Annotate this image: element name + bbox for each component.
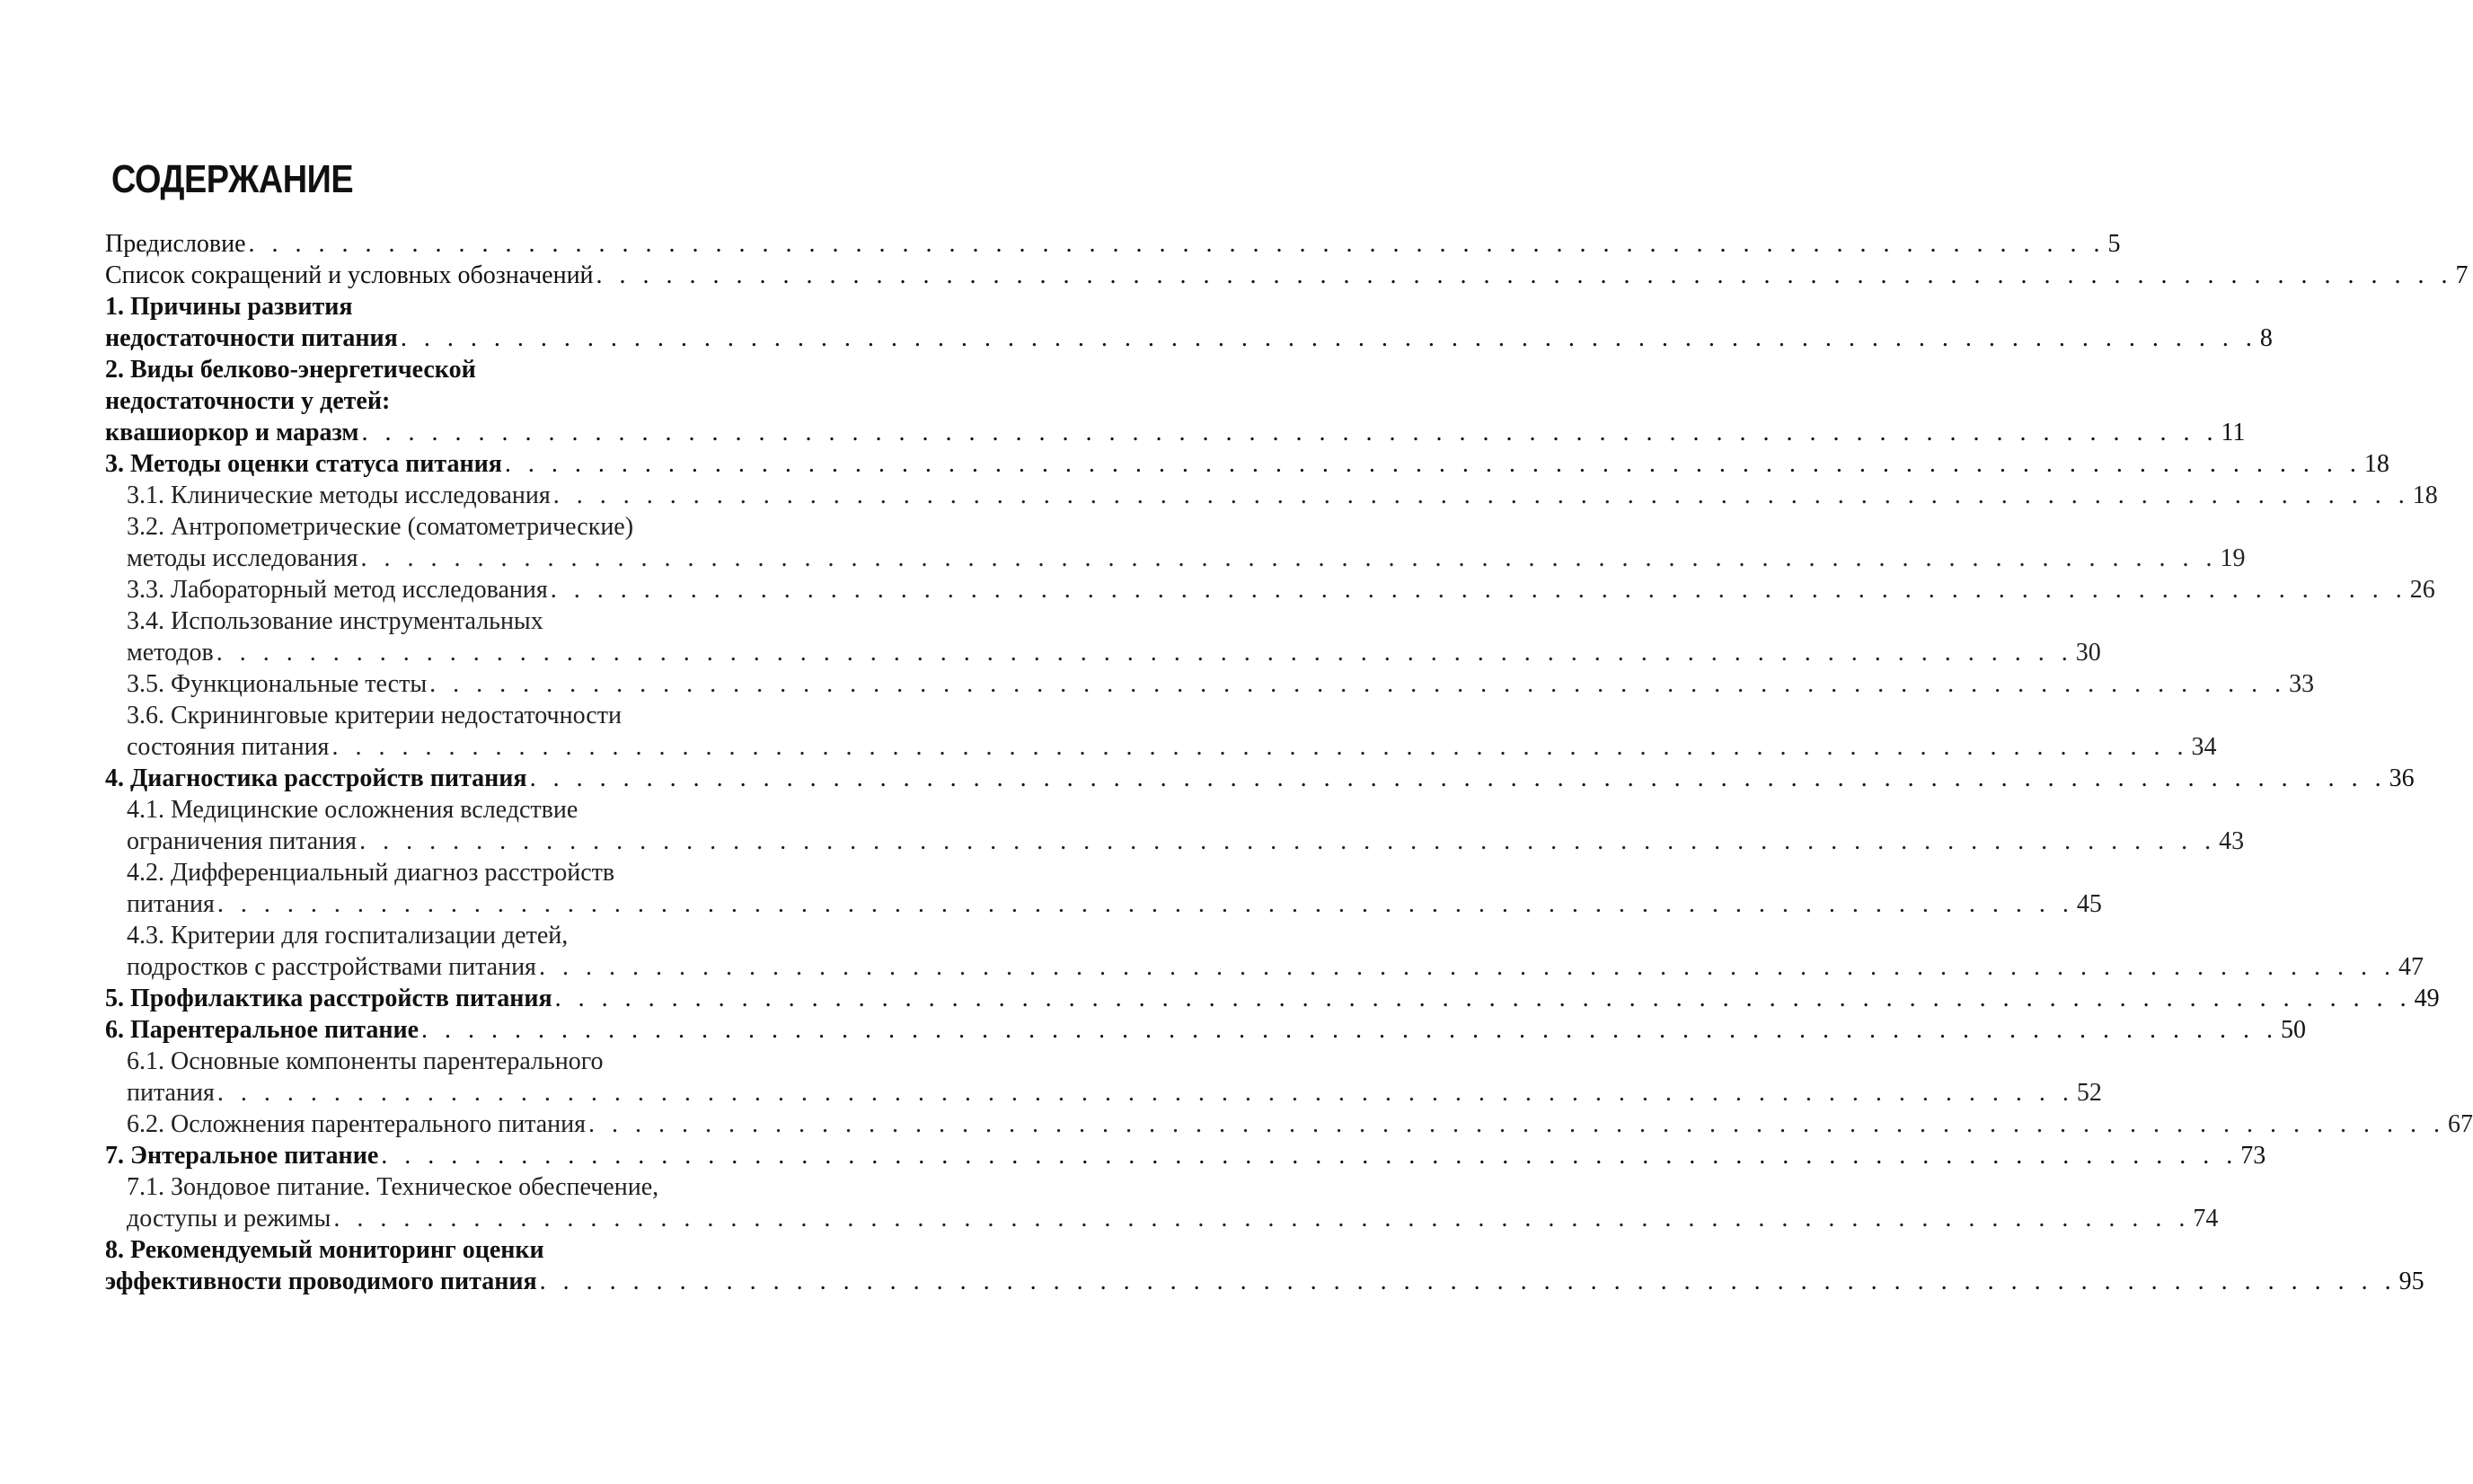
toc-entry-title: 6.2. Осложнения парентерального питания	[127, 1110, 587, 1138]
dot-leader: . . . . . . . . . . . . . . . . . . . . . . . . . . . . . . . . . . . . . . . . . . . . . . . . . . . . . . . . . . . . . . . . . . . . . . . . . . . . . . . .	[596, 261, 2453, 289]
toc-entry-line	[127, 1171, 735, 1204]
toc-entry-line	[105, 448, 2389, 481]
toc-entry-line	[105, 1140, 2266, 1172]
toc-entry-line	[105, 228, 2121, 261]
dot-leader: . . . . . . . . . . . . . . . . . . . . . . . . . . . . . . . . . . . . . . . . . . . . . . . . . . . . . . . . . . . . . . . . . . . . . . . . . . . . . . . .	[381, 1142, 2239, 1170]
toc-entry-title: 7. Энтеральное питание	[105, 1142, 379, 1170]
toc-entry-title: эффективности проводимого питания	[105, 1268, 537, 1295]
dot-leader: . . . . . . . . . . . . . . . . . . . . . . . . . . . . . . . . . . . . . . . . . . . . . . . . . . . . . . . . . . . . . . . . . . . . . . . . . . . . . . . .	[421, 1016, 2279, 1044]
dot-leader: . . . . . . . . . . . . . . . . . . . . . . . . . . . . . . . . . . . . . . . . . . . . . . . . . . . . . . . . . . . . . . . . . . . . . . . . . . . . . . . .	[552, 481, 2410, 509]
dot-leader: . . . . . . . . . . . . . . . . . . . . . . . . . . . . . . . . . . . . . . . . . . . . . . . . . . . . . . . . . . . . . . . . . . . . . . . . . . . . . . . .	[359, 827, 2217, 855]
toc-entry-line	[105, 1266, 2424, 1298]
toc-entry-line	[105, 260, 2469, 292]
toc-entry-title: подростков с расстройствами питания	[127, 953, 536, 981]
dot-leader: . . . . . . . . . . . . . . . . . . . . . . . . . . . . . . . . . . . . . . . . . . . . . . . . . . . . . . . . . . . . . . . . . . . . . . . . . . . . . . . .	[216, 639, 2073, 667]
toc-page-number: 8	[2259, 324, 2273, 352]
toc-entry-line	[127, 951, 2424, 984]
toc-page-number: 67	[2448, 1110, 2473, 1138]
toc-page-number: 34	[2191, 733, 2217, 761]
toc-entry-line	[105, 417, 2246, 449]
toc-entry-title: 4.1. Медицинские осложнения вследствие	[127, 796, 579, 824]
dot-leader: . . . . . . . . . . . . . . . . . . . . . . . . . . . . . . . . . . . . . . . . . . . . . . . . . . . . . . . . . . . . . . . . . . . . . . . . . . . . . . . .	[588, 1110, 2446, 1138]
toc-entry-title: 3.5. Функциональные тесты	[127, 670, 428, 698]
toc-entry-title: недостаточности у детей:	[105, 387, 391, 415]
toc-page-number: 49	[2414, 985, 2440, 1012]
toc-entry-line	[127, 574, 2435, 606]
toc-entry-title: 3. Методы оценки статуса питания	[105, 450, 502, 478]
toc-entry-line	[127, 857, 735, 889]
toc-entry-title: ограничения питания	[127, 827, 358, 855]
toc-entry-title: методы исследования	[127, 544, 358, 572]
dot-leader: . . . . . . . . . . . . . . . . . . . . . . . . . . . . . . . . . . . . . . . . . . . . . . . . . . . . . . . . . . . . . . . . . . . . . . . . . . . . . . . .	[538, 953, 2396, 981]
toc-entry-line	[127, 700, 735, 732]
toc-entry-title: 3.4. Использование инструментальных	[127, 607, 543, 635]
toc-entry-line	[127, 637, 2101, 669]
toc-entry-line	[127, 668, 2315, 701]
toc-entry-line	[127, 731, 2217, 764]
toc-entry-line	[105, 385, 735, 418]
toc-entry-title: Предисловие	[105, 230, 246, 258]
toc-entry-title: питания	[127, 890, 215, 918]
dot-leader: . . . . . . . . . . . . . . . . . . . . . . . . . . . . . . . . . . . . . . . . . . . . . . . . . . . . . . . . . . . . . . . . . . . . . . . . . . . . . . . .	[361, 419, 2219, 446]
dot-leader: . . . . . . . . . . . . . . . . . . . . . . . . . . . . . . . . . . . . . . . . . . . . . . . . . . . . . . . . . . . . . . . . . . . . . . . . . . . . . . . .	[554, 985, 2412, 1012]
toc-entry-line	[127, 826, 2245, 858]
dot-leader: . . . . . . . . . . . . . . . . . . . . . . . . . . . . . . . . . . . . . . . . . . . . . . . . . . . . . . . . . . . . . . . . . . . . . . . . . . . . . . . .	[400, 324, 2257, 352]
toc-entry-line	[127, 605, 735, 638]
toc-entry-line	[105, 1014, 2307, 1047]
dot-leader: . . . . . . . . . . . . . . . . . . . . . . . . . . . . . . . . . . . . . . . . . . . . . . . . . . . . . . . . . . . . . . . . . . . . . . . . . . . . . . . .	[550, 576, 2407, 604]
page-title: СОДЕРЖАНИЕ	[111, 157, 354, 201]
toc-entry-line	[105, 1234, 735, 1267]
toc-entry-title: 4.3. Критерии для госпитализации детей,	[127, 922, 569, 950]
toc-page-number: 74	[2193, 1205, 2219, 1232]
toc-entry-title: 3.6. Скрининговые критерии недостаточности	[127, 702, 622, 729]
toc-entry-line	[127, 480, 2438, 512]
toc-entry-line	[127, 1046, 735, 1078]
toc-page-number: 52	[2076, 1079, 2102, 1107]
toc-page-number: 30	[2075, 639, 2101, 667]
toc-entry-title: 3.2. Антропометрические (соматометрические)	[127, 513, 634, 541]
dot-leader: . . . . . . . . . . . . . . . . . . . . . . . . . . . . . . . . . . . . . . . . . . . . . . . . . . . . . . . . . . . . . . . . . . . . . . . . . . . . . . . .	[360, 544, 2218, 572]
toc-entry-line	[127, 794, 735, 826]
dot-leader: . . . . . . . . . . . . . . . . . . . . . . . . . . . . . . . . . . . . . . . . . . . . . . . . . . . . . . . . . . . . . . . . . . . . . . . . . . . . . . . .	[216, 1079, 2074, 1107]
toc-entry-title: 3.1. Клинические методы исследования	[127, 481, 551, 509]
dot-leader: . . . . . . . . . . . . . . . . . . . . . . . . . . . . . . . . . . . . . . . . . . . . . . . . . . . . . . . . . . . . . . . . . . . . . . . . . . . . . . . .	[333, 1205, 2191, 1232]
toc-entry-line	[127, 1109, 2473, 1141]
toc-entry-title: 4.2. Дифференциальный диагноз расстройств	[127, 859, 615, 887]
toc-entry-title: недостаточности питания	[105, 324, 398, 352]
toc-page-number: 73	[2240, 1142, 2266, 1170]
toc-page-number: 11	[2221, 419, 2246, 446]
toc-entry-title: 3.3. Лабораторный метод исследования	[127, 576, 548, 604]
toc-page-number: 50	[2281, 1016, 2307, 1044]
toc-entry-title: 4. Диагностика расстройств питания	[105, 764, 527, 792]
toc-entry-line	[127, 888, 2102, 921]
toc-page-number: 7	[2455, 261, 2469, 289]
toc-page-number: 45	[2076, 890, 2102, 918]
dot-leader: . . . . . . . . . . . . . . . . . . . . . . . . . . . . . . . . . . . . . . . . . . . . . . . . . . . . . . . . . . . . . . . . . . . . . . . . . . . . . . . .	[539, 1268, 2397, 1295]
toc-entry-title: 8. Рекомендуемый мониторинг оценки	[105, 1236, 544, 1264]
toc-entry-line	[127, 511, 735, 543]
dot-leader: . . . . . . . . . . . . . . . . . . . . . . . . . . . . . . . . . . . . . . . . . . . . . . . . . . . . . . . . . . . . . . . . . . . . . . . . . . . . . . . .	[504, 450, 2362, 478]
toc-entry-line	[127, 543, 2246, 575]
toc-page-number: 18	[2363, 450, 2389, 478]
toc-entry-line	[105, 322, 2273, 355]
toc-entry-title: 5. Профилактика расстройств питания	[105, 985, 552, 1012]
toc-entry-title: 1. Причины развития	[105, 293, 353, 321]
toc-entry-line	[127, 920, 735, 952]
dot-leader: . . . . . . . . . . . . . . . . . . . . . . . . . . . . . . . . . . . . . . . . . . . . . . . . . . . . . . . . . . . . . . . . . . . . . . . . . . . . . . . .	[529, 764, 2387, 792]
toc-page-number: 26	[2409, 576, 2435, 604]
toc-entry-title: квашиоркор и маразм	[105, 419, 359, 446]
toc-entry-title: Список сокращений и условных обозначений	[105, 261, 594, 289]
dot-leader: . . . . . . . . . . . . . . . . . . . . . . . . . . . . . . . . . . . . . . . . . . . . . . . . . . . . . . . . . . . . . . . . . . . . . . . . . . . . . . . .	[248, 230, 2106, 258]
dot-leader: . . . . . . . . . . . . . . . . . . . . . . . . . . . . . . . . . . . . . . . . . . . . . . . . . . . . . . . . . . . . . . . . . . . . . . . . . . . . . . . .	[216, 890, 2074, 918]
dot-leader: . . . . . . . . . . . . . . . . . . . . . . . . . . . . . . . . . . . . . . . . . . . . . . . . . . . . . . . . . . . . . . . . . . . . . . . . . . . . . . . .	[429, 670, 2287, 698]
toc-entry-title: методов	[127, 639, 214, 667]
toc-entry-title: питания	[127, 1079, 215, 1107]
toc-page-number: 95	[2398, 1268, 2424, 1295]
toc-entry-line	[105, 354, 735, 386]
toc-entry-title: 2. Виды белково-энергетической	[105, 356, 476, 384]
toc-entry-title: доступы и режимы	[127, 1205, 331, 1232]
toc-page-number: 19	[2220, 544, 2246, 572]
toc-entry-line	[127, 1203, 2219, 1235]
toc-page-number: 36	[2389, 764, 2415, 792]
toc-entry-line	[105, 291, 735, 323]
toc-page-number: 18	[2412, 481, 2438, 509]
toc-entry-title: 7.1. Зондовое питание. Техническое обеспечение,	[127, 1173, 659, 1201]
toc-page-number: 43	[2219, 827, 2245, 855]
toc-entry-line	[105, 763, 2415, 795]
dot-leader: . . . . . . . . . . . . . . . . . . . . . . . . . . . . . . . . . . . . . . . . . . . . . . . . . . . . . . . . . . . . . . . . . . . . . . . . . . . . . . . .	[331, 733, 2189, 761]
toc-page-number: 33	[2289, 670, 2315, 698]
toc-page-number: 47	[2398, 953, 2424, 981]
toc-entry-title: 6.1. Основные компоненты парентерального	[127, 1047, 604, 1075]
toc-entry-title: состояния питания	[127, 733, 330, 761]
toc-entry-line	[127, 1077, 2102, 1109]
toc-entry-line	[105, 983, 2440, 1015]
toc-page-number: 5	[2107, 230, 2121, 258]
toc-entry-title: 6. Парентеральное питание	[105, 1016, 420, 1044]
